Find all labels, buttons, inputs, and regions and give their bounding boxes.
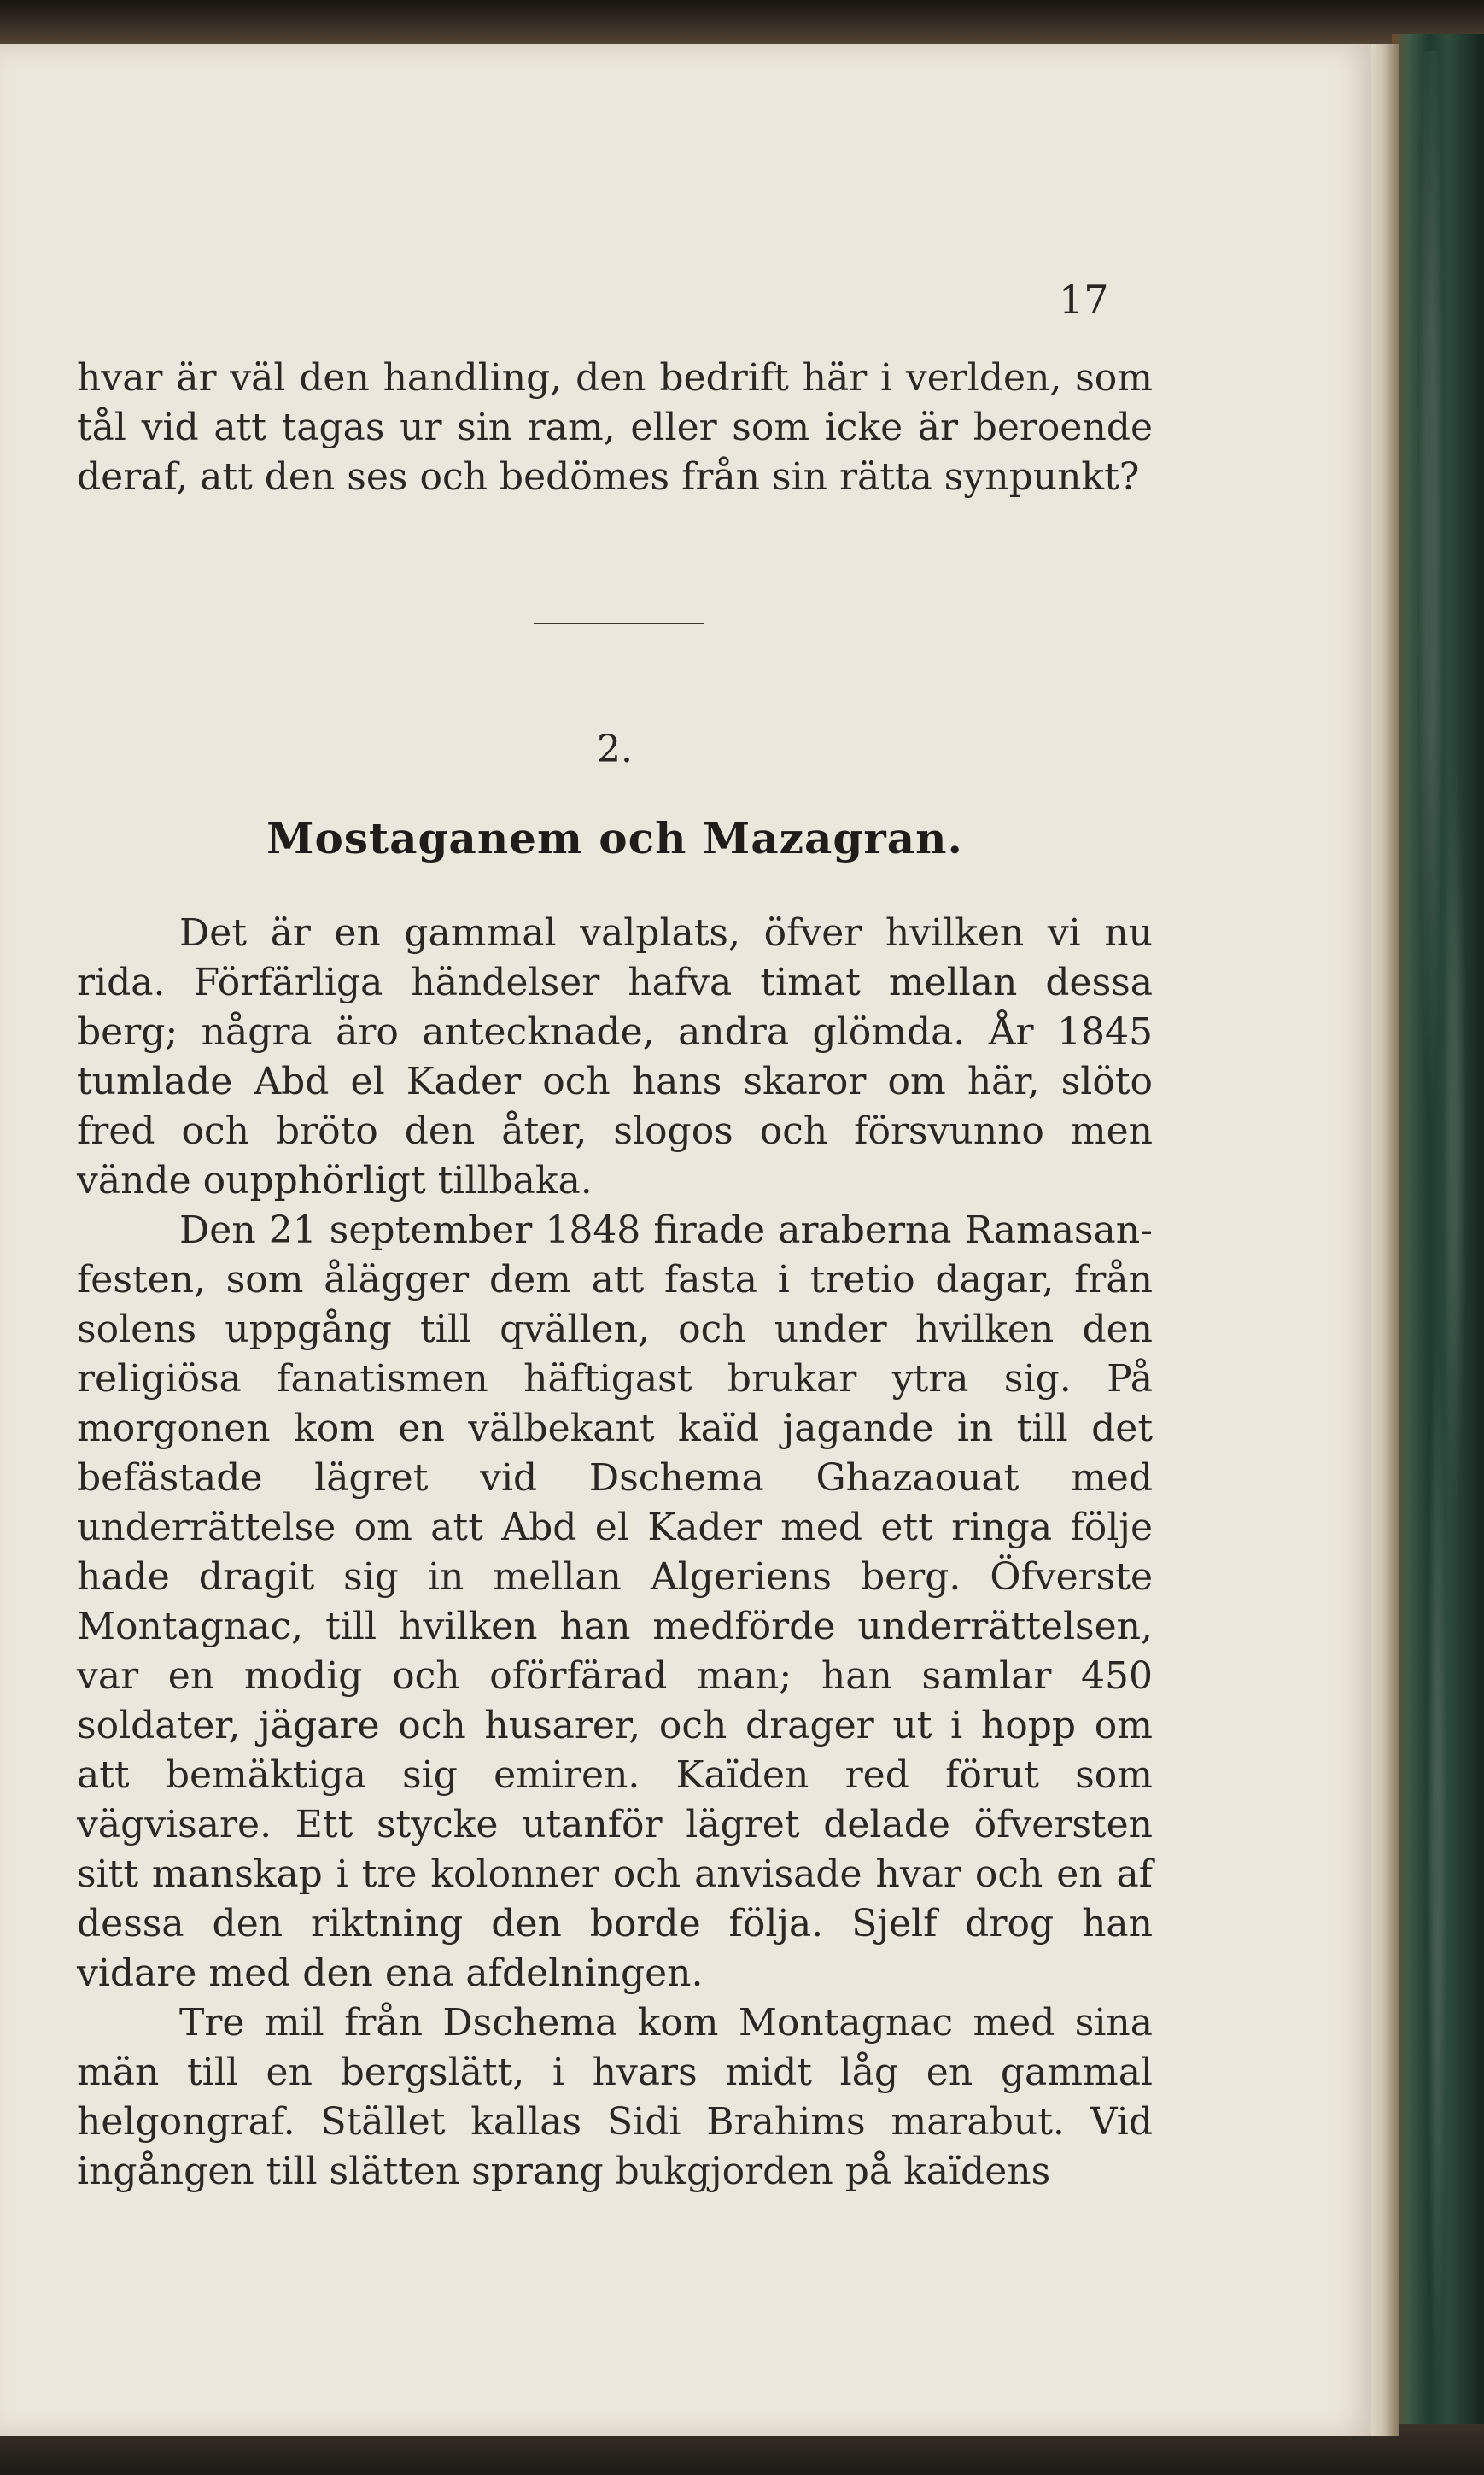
section-divider	[534, 623, 704, 624]
body-paragraph: Det är en gammal valplats, öfver hvilken vi nu rida. Förfärliga händelser hafva timat mellan dessa berg; några äro antecknade, andra glömda. År 1845 tumlade Abd el Kader och hans skaror om här, slöto fred och bröto den åter, slogos och försvunno men vände oupphörligt tillbaka.	[77, 911, 1153, 1202]
book-top-edge	[0, 0, 1484, 50]
body-paragraph: Tre mil från Dschema kom Montagnac med sina män till en bergslätt, i hvars midt låg en gammal helgongraf. Stället kallas Sidi Brahims marabut. Vid ingången till slätten sprang bukgjorden på kaïdens	[77, 2001, 1153, 2193]
page-edge	[1371, 44, 1399, 2436]
page-number: 17	[1059, 277, 1109, 323]
marbled-cover-pattern	[1413, 51, 1473, 2460]
intro-paragraph: hvar är väl den handling, den bedrift här i verlden, som tål vid att tagas ur sin ram, eller som icke är beroende deraf, att den ses och bedömes från sin rätta synpunkt?	[77, 356, 1153, 499]
section-number: 2.	[597, 728, 633, 771]
body-text-block	[77, 909, 1153, 2197]
intro-text-block	[77, 354, 1153, 502]
chapter-title: Mostaganem och Mazagran.	[266, 813, 963, 863]
body-paragraph: Den 21 september 1848 firade araberna Ramasan-festen, som ålägger dem att fasta i tretio dagar, från solens uppgång till qvällen, och under hvilken den religiösa fanatismen häftigast brukar ytra sig. På morgonen kom en välbekant kaïd jagande in till det befästade lägret vid Dschema Ghazaouat med underrättelse om att Abd el Kader med ett ringa följe hade dragit sig in mellan Algeriens berg. Öfverste Montagnac, till hvilken han medförde underrättelsen, var en modig och oförfärad man; han samlar 450 soldater, jägare och husarer, och drager ut i hopp om att bemäktiga sig emiren. Kaïden red förut som vägvisare. Ett stycke utanför lägret delade öfversten sitt manskap i tre kolonner och anvisade hvar och en af dessa den riktning den borde följa. Sjelf drog han vidare med den ena afdelningen.	[77, 1208, 1153, 1995]
book-page	[0, 44, 1375, 2436]
